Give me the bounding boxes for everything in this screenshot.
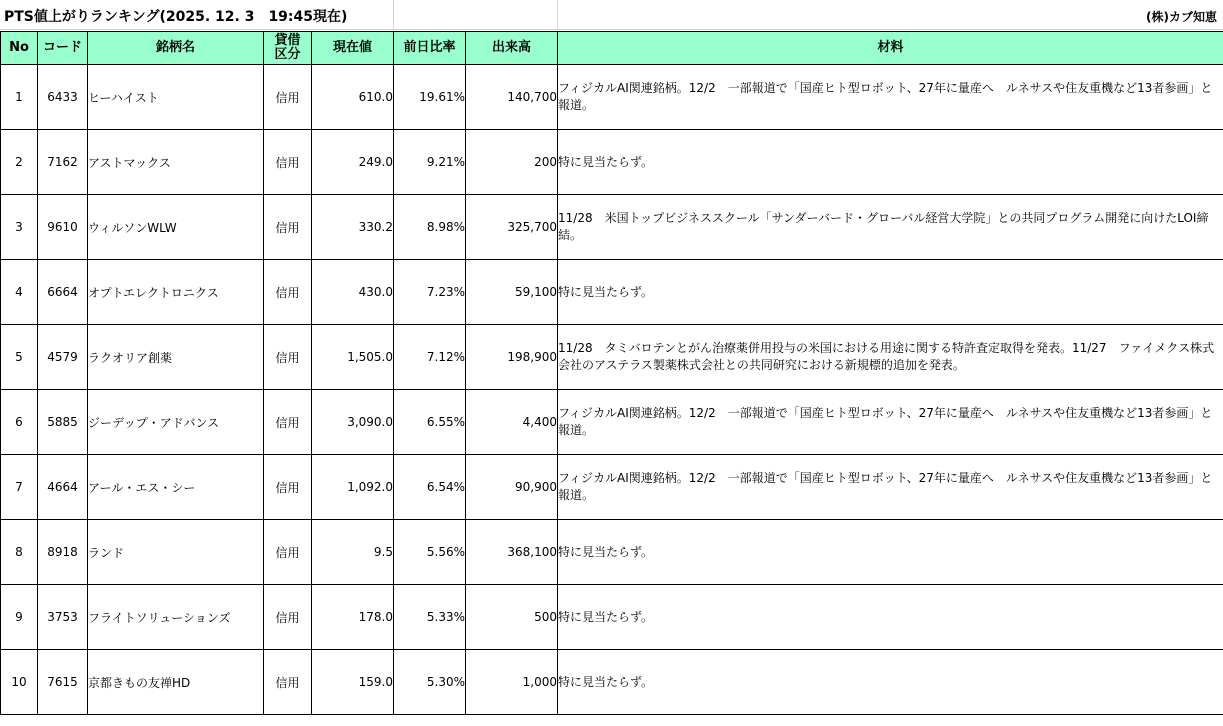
cell-code[interactable]: 6433 (38, 65, 88, 130)
cell-divider (393, 0, 394, 30)
cell-price[interactable]: 159.0 (312, 650, 394, 715)
cell-change-rate[interactable]: 19.61% (394, 65, 466, 130)
cell-kbn[interactable]: 信用 (264, 520, 312, 585)
cell-material[interactable]: 特に見当たらず。 (558, 520, 1223, 585)
cell-kbn[interactable]: 信用 (264, 260, 312, 325)
cell-price[interactable]: 249.0 (312, 130, 394, 195)
cell-no[interactable]: 8 (1, 520, 38, 585)
cell-price[interactable]: 9.5 (312, 520, 394, 585)
cell-name[interactable]: ヒーハイスト (88, 65, 264, 130)
cell-name[interactable]: アール・エス・シー (88, 455, 264, 520)
cell-name[interactable]: フライトソリューションズ (88, 585, 264, 650)
cell-volume[interactable]: 325,700 (466, 195, 558, 260)
cell-no[interactable]: 10 (1, 650, 38, 715)
cell-divider (557, 0, 558, 30)
cell-kbn[interactable]: 信用 (264, 65, 312, 130)
title-bar (0, 0, 1223, 30)
cell-material[interactable]: 特に見当たらず。 (558, 130, 1223, 195)
cell-price[interactable]: 1,505.0 (312, 325, 394, 390)
cell-price[interactable]: 430.0 (312, 260, 394, 325)
table-row (1, 130, 1223, 195)
header-material[interactable]: 材料 (558, 32, 1223, 65)
cell-change-rate[interactable]: 6.55% (394, 390, 466, 455)
cell-kbn[interactable]: 信用 (264, 650, 312, 715)
cell-name[interactable]: ラクオリア創薬 (88, 325, 264, 390)
cell-volume[interactable]: 90,900 (466, 455, 558, 520)
cell-volume[interactable]: 140,700 (466, 65, 558, 130)
cell-material[interactable]: フィジカルAI関連銘柄。12/2 一部報道で「国産ヒト型ロボット、27年に量産へ ルネサスや住友重機など13者参画」と報道。 (558, 390, 1223, 455)
cell-material[interactable]: フィジカルAI関連銘柄。12/2 一部報道で「国産ヒト型ロボット、27年に量産へ ルネサスや住友重機など13者参画」と報道。 (558, 65, 1223, 130)
header-name[interactable]: 銘柄名 (88, 32, 264, 65)
cell-code[interactable]: 4579 (38, 325, 88, 390)
cell-kbn[interactable]: 信用 (264, 455, 312, 520)
cell-name[interactable]: 京都きもの友禅HD (88, 650, 264, 715)
cell-name[interactable]: アストマックス (88, 130, 264, 195)
cell-volume[interactable]: 500 (466, 585, 558, 650)
cell-name[interactable]: オプトエレクトロニクス (88, 260, 264, 325)
cell-material[interactable]: 特に見当たらず。 (558, 585, 1223, 650)
cell-change-rate[interactable]: 7.12% (394, 325, 466, 390)
cell-volume[interactable]: 198,900 (466, 325, 558, 390)
cell-volume[interactable]: 200 (466, 130, 558, 195)
header-code[interactable]: コード (38, 32, 88, 65)
cell-change-rate[interactable]: 9.21% (394, 130, 466, 195)
cell-change-rate[interactable]: 5.56% (394, 520, 466, 585)
cell-no[interactable]: 6 (1, 390, 38, 455)
cell-kbn[interactable]: 信用 (264, 390, 312, 455)
header-price[interactable]: 現在値 (312, 32, 394, 65)
cell-volume[interactable]: 4,400 (466, 390, 558, 455)
table-row (1, 520, 1223, 585)
cell-no[interactable]: 5 (1, 325, 38, 390)
cell-kbn[interactable]: 信用 (264, 195, 312, 260)
cell-material[interactable]: 特に見当たらず。 (558, 260, 1223, 325)
cell-no[interactable]: 1 (1, 65, 38, 130)
cell-price[interactable]: 1,092.0 (312, 455, 394, 520)
ranking-table (0, 31, 1223, 715)
table-row (1, 390, 1223, 455)
cell-price[interactable]: 330.2 (312, 195, 394, 260)
cell-no[interactable]: 4 (1, 260, 38, 325)
cell-volume[interactable]: 1,000 (466, 650, 558, 715)
cell-no[interactable]: 9 (1, 585, 38, 650)
page-title: PTS値上がりランキング(2025. 12. 3 19:45現在) (4, 9, 348, 25)
cell-code[interactable]: 5885 (38, 390, 88, 455)
header-pct[interactable]: 前日比率 (394, 32, 466, 65)
cell-name[interactable]: ウィルソンWLW (88, 195, 264, 260)
cell-code[interactable]: 6664 (38, 260, 88, 325)
cell-change-rate[interactable]: 8.98% (394, 195, 466, 260)
header-volume[interactable]: 出来高 (466, 32, 558, 65)
header-no[interactable]: No (1, 32, 38, 65)
cell-kbn[interactable]: 信用 (264, 585, 312, 650)
table-row (1, 195, 1223, 260)
cell-name[interactable]: ランド (88, 520, 264, 585)
table-row (1, 650, 1223, 715)
cell-code[interactable]: 7615 (38, 650, 88, 715)
cell-price[interactable]: 610.0 (312, 65, 394, 130)
company-name: (株)カブ知恵 (1146, 10, 1217, 24)
cell-volume[interactable]: 368,100 (466, 520, 558, 585)
cell-code[interactable]: 7162 (38, 130, 88, 195)
cell-code[interactable]: 4664 (38, 455, 88, 520)
cell-change-rate[interactable]: 6.54% (394, 455, 466, 520)
cell-material[interactable]: 11/28 タミバロテンとがん治療薬併用投与の米国における用途に関する特許査定取得を発表。11/27 ファイメクス株式会社のアステラス製薬株式会社との共同研究における新規標的追加を発表。 (558, 325, 1223, 390)
cell-code[interactable]: 9610 (38, 195, 88, 260)
cell-material[interactable]: 特に見当たらず。 (558, 650, 1223, 715)
header-row (1, 32, 1223, 65)
cell-volume[interactable]: 59,100 (466, 260, 558, 325)
cell-change-rate[interactable]: 5.33% (394, 585, 466, 650)
cell-price[interactable]: 178.0 (312, 585, 394, 650)
cell-kbn[interactable]: 信用 (264, 130, 312, 195)
table-row (1, 585, 1223, 650)
cell-change-rate[interactable]: 7.23% (394, 260, 466, 325)
cell-material[interactable]: フィジカルAI関連銘柄。12/2 一部報道で「国産ヒト型ロボット、27年に量産へ ルネサスや住友重機など13者参画」と報道。 (558, 455, 1223, 520)
cell-no[interactable]: 7 (1, 455, 38, 520)
cell-code[interactable]: 8918 (38, 520, 88, 585)
cell-price[interactable]: 3,090.0 (312, 390, 394, 455)
cell-name[interactable]: ジーデップ・アドバンス (88, 390, 264, 455)
header-kbn-label: 貸借区分 (274, 33, 301, 62)
header-kbn[interactable] (264, 32, 312, 65)
table-row (1, 260, 1223, 325)
cell-material[interactable]: 11/28 米国トップビジネススクール「サンダーバード・グローバル経営大学院」との共同プログラム開発に向けたLOI締結。 (558, 195, 1223, 260)
table-row (1, 325, 1223, 390)
cell-kbn[interactable]: 信用 (264, 325, 312, 390)
cell-no[interactable]: 3 (1, 195, 38, 260)
cell-no[interactable]: 2 (1, 130, 38, 195)
cell-code[interactable]: 3753 (38, 585, 88, 650)
table-row (1, 65, 1223, 130)
cell-change-rate[interactable]: 5.30% (394, 650, 466, 715)
table-body (1, 65, 1223, 715)
table-row (1, 455, 1223, 520)
